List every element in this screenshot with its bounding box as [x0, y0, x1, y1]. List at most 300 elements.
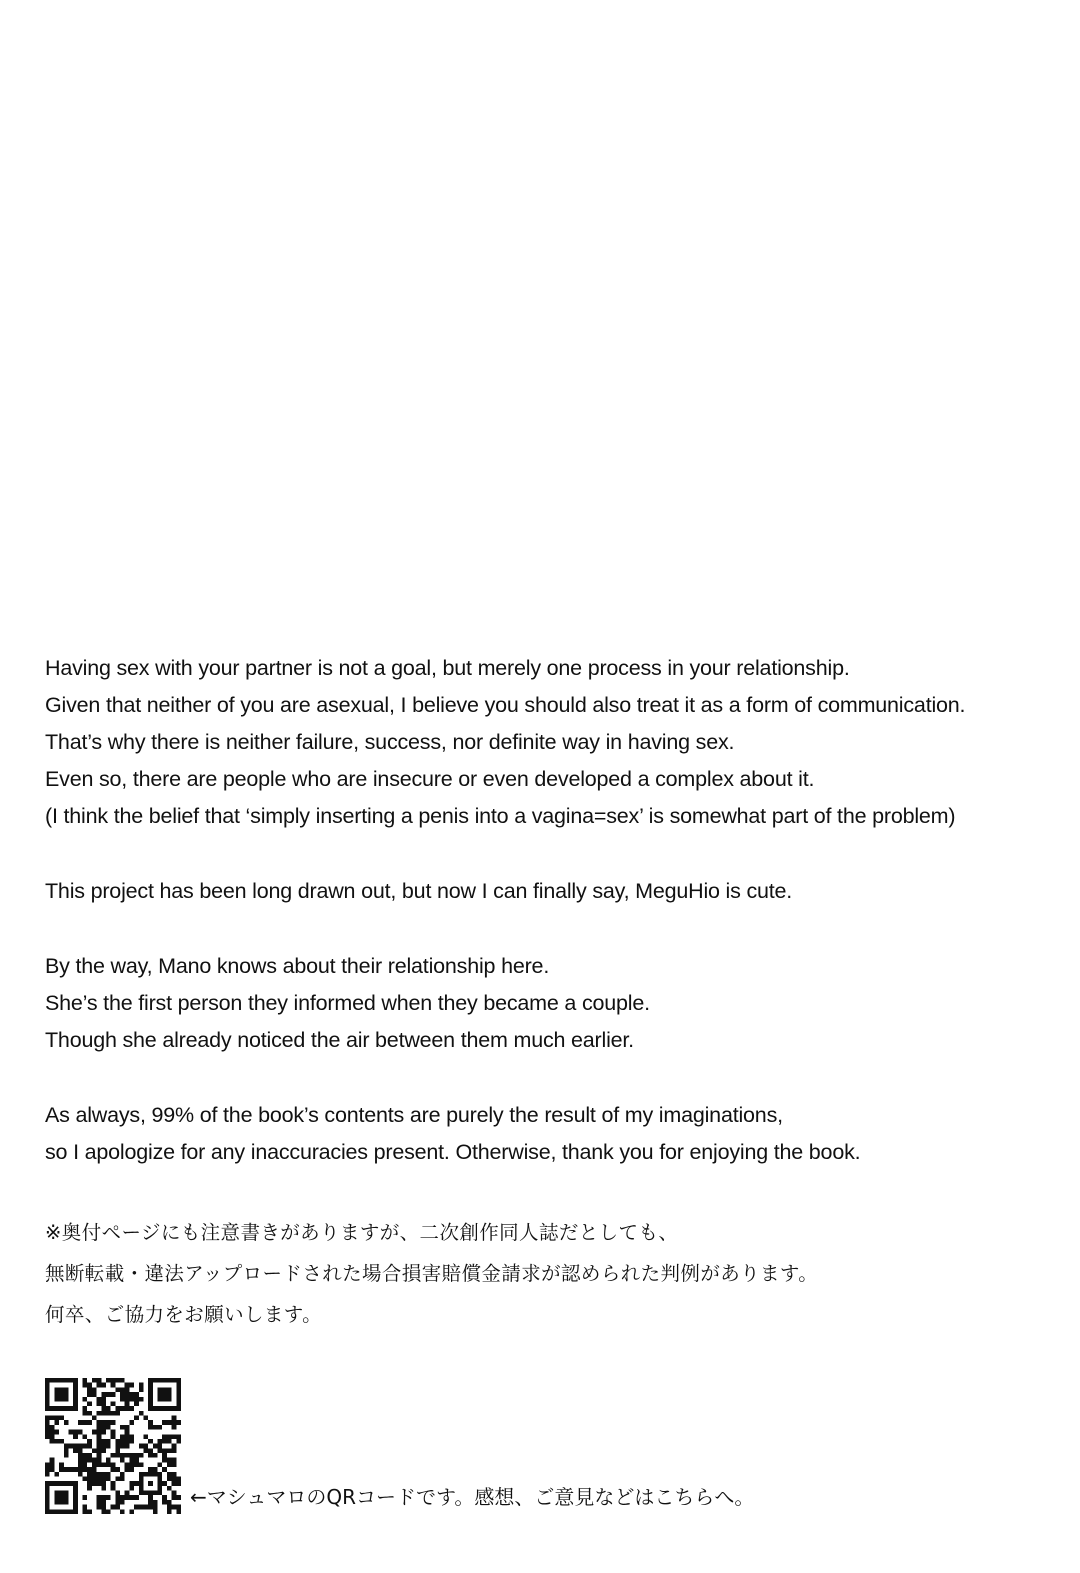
qr-module — [158, 1491, 163, 1496]
qr-module — [73, 1406, 78, 1411]
qr-module — [129, 1462, 134, 1467]
qr-module — [148, 1387, 153, 1392]
qr-module — [54, 1472, 59, 1477]
qr-module — [73, 1397, 78, 1402]
qr-module — [162, 1420, 167, 1425]
qr-module — [73, 1467, 78, 1472]
qr-module — [158, 1472, 163, 1477]
qr-module — [92, 1448, 97, 1453]
qr-module — [73, 1505, 78, 1510]
qr-module — [125, 1397, 130, 1402]
qr-module — [134, 1481, 139, 1486]
qr-module — [162, 1495, 167, 1500]
qr-module — [143, 1448, 148, 1453]
qr-module — [148, 1439, 153, 1444]
qr-module — [64, 1453, 69, 1458]
qr-module — [68, 1444, 73, 1449]
qr-module — [158, 1448, 163, 1453]
qr-module — [176, 1420, 181, 1425]
qr-module — [111, 1434, 116, 1439]
qr-module — [92, 1378, 97, 1383]
qr-module — [97, 1411, 102, 1416]
qr-module — [148, 1392, 153, 1397]
qr-module — [158, 1481, 163, 1486]
qr-module — [129, 1392, 134, 1397]
qr-module — [78, 1472, 83, 1477]
qr-module — [50, 1439, 55, 1444]
qr-module — [115, 1500, 120, 1505]
qr-module — [97, 1481, 102, 1486]
qr-module — [97, 1495, 102, 1500]
qr-module — [101, 1486, 106, 1491]
qr-module — [78, 1458, 83, 1463]
qr-module — [120, 1458, 125, 1463]
qr-module — [111, 1383, 116, 1388]
qr-module — [78, 1420, 83, 1425]
qr-module — [59, 1467, 64, 1472]
qr-module — [120, 1397, 125, 1402]
qr-module — [167, 1406, 172, 1411]
qr-module — [50, 1416, 55, 1421]
qr-module — [158, 1476, 163, 1481]
qr-module — [54, 1500, 59, 1505]
qr-module — [73, 1444, 78, 1449]
qr-module — [54, 1509, 59, 1514]
qr-module — [87, 1420, 92, 1425]
qr-module — [120, 1495, 125, 1500]
qr-module — [92, 1458, 97, 1463]
qr-module — [120, 1434, 125, 1439]
qr-module — [139, 1476, 144, 1481]
qr-module — [92, 1387, 97, 1392]
qr-module — [125, 1425, 130, 1430]
qr-module — [83, 1458, 88, 1463]
qr-module — [172, 1476, 177, 1481]
qr-module — [45, 1462, 50, 1467]
qr-module — [97, 1458, 102, 1463]
qr-module — [73, 1481, 78, 1486]
afterword-paragraph-4 — [45, 1097, 1055, 1171]
qr-module — [158, 1462, 163, 1467]
qr-module — [172, 1420, 177, 1425]
qr-module — [101, 1448, 106, 1453]
qr-module — [45, 1416, 50, 1421]
qr-module — [97, 1505, 102, 1510]
qr-module — [139, 1453, 144, 1458]
qr-module — [129, 1420, 134, 1425]
qr-module — [97, 1397, 102, 1402]
qr-module — [158, 1397, 163, 1402]
qr-module — [73, 1434, 78, 1439]
qr-module — [167, 1397, 172, 1402]
qr-module — [134, 1458, 139, 1463]
qr-module — [148, 1383, 153, 1388]
qr-module — [106, 1411, 111, 1416]
qr-module — [167, 1434, 172, 1439]
qr-module — [167, 1462, 172, 1467]
qr-module — [101, 1397, 106, 1402]
qr-module — [87, 1509, 92, 1514]
qr-module — [111, 1481, 116, 1486]
qr-module — [83, 1467, 88, 1472]
qr-module — [176, 1495, 181, 1500]
qr-module — [162, 1406, 167, 1411]
qr-module — [83, 1420, 88, 1425]
qr-module — [83, 1406, 88, 1411]
qr-module — [97, 1439, 102, 1444]
qr-module — [101, 1406, 106, 1411]
qr-module — [64, 1420, 69, 1425]
qr-module — [153, 1472, 158, 1477]
qr-module — [68, 1509, 73, 1514]
qr-module — [54, 1392, 59, 1397]
qr-module — [158, 1439, 163, 1444]
qr-module — [83, 1453, 88, 1458]
qr-module — [87, 1439, 92, 1444]
qr-module — [45, 1425, 50, 1430]
text-line: Given that neither of you are asexual, I believe you should also treat it as a form of communication. — [45, 693, 966, 717]
qr-module — [111, 1486, 116, 1491]
qr-module — [148, 1425, 153, 1430]
qr-module — [139, 1462, 144, 1467]
qr-module — [176, 1481, 181, 1486]
qr-module — [78, 1467, 83, 1472]
qr-module — [125, 1387, 130, 1392]
text-line: By the way, Mano knows about their relationship here. — [45, 954, 550, 978]
qr-module — [139, 1481, 144, 1486]
qr-module — [134, 1392, 139, 1397]
qr-module — [50, 1406, 55, 1411]
qr-module — [73, 1387, 78, 1392]
qr-module — [45, 1467, 50, 1472]
qr-module — [139, 1397, 144, 1402]
qr-module — [162, 1500, 167, 1505]
qr-module — [101, 1411, 106, 1416]
copyright-notice — [45, 1212, 1055, 1335]
qr-module — [153, 1491, 158, 1496]
qr-module — [64, 1387, 69, 1392]
qr-module — [115, 1467, 120, 1472]
qr-module — [87, 1387, 92, 1392]
qr-module — [97, 1462, 102, 1467]
qr-module — [64, 1491, 69, 1496]
qr-module — [143, 1491, 148, 1496]
qr-module — [54, 1406, 59, 1411]
qr-module — [162, 1387, 167, 1392]
qr-module — [50, 1378, 55, 1383]
qr-module — [162, 1434, 167, 1439]
qr-module — [45, 1481, 50, 1486]
text-line: She’s the first person they informed when they became a couple. — [45, 991, 650, 1015]
qr-module — [59, 1378, 64, 1383]
qr-module — [101, 1505, 106, 1510]
text-line: As always, 99% of the book’s contents are purely the result of my imaginations, — [45, 1103, 783, 1127]
qr-module — [125, 1392, 130, 1397]
qr-module — [125, 1453, 130, 1458]
qr-module — [83, 1397, 88, 1402]
qr-module — [106, 1495, 111, 1500]
qr-module — [87, 1401, 92, 1406]
qr-module — [73, 1392, 78, 1397]
afterword-paragraph-3 — [45, 948, 1055, 1059]
qr-module — [106, 1476, 111, 1481]
qr-module — [87, 1486, 92, 1491]
qr-module — [120, 1500, 125, 1505]
qr-module — [158, 1406, 163, 1411]
qr-module — [59, 1397, 64, 1402]
qr-module — [92, 1476, 97, 1481]
qr-module — [167, 1476, 172, 1481]
qr-module — [125, 1462, 130, 1467]
qr-module — [87, 1392, 92, 1397]
qr-module — [78, 1462, 83, 1467]
qr-module — [45, 1491, 50, 1496]
qr-module — [129, 1434, 134, 1439]
qr-module — [115, 1491, 120, 1496]
qr-module — [87, 1481, 92, 1486]
qr-module — [64, 1467, 69, 1472]
qr-module — [158, 1444, 163, 1449]
qr-module — [172, 1481, 177, 1486]
qr-module — [50, 1430, 55, 1435]
qr-module — [54, 1495, 59, 1500]
qr-module — [87, 1444, 92, 1449]
qr-module — [106, 1444, 111, 1449]
qr-module — [54, 1491, 59, 1496]
qr-module — [59, 1500, 64, 1505]
qr-module — [162, 1392, 167, 1397]
qr-module — [50, 1467, 55, 1472]
qr-module — [172, 1378, 177, 1383]
qr-module — [59, 1406, 64, 1411]
qr-module — [83, 1444, 88, 1449]
qr-module — [129, 1406, 134, 1411]
qr-module — [120, 1444, 125, 1449]
qr-module — [134, 1462, 139, 1467]
text-line: This project has been long drawn out, but now I can finally say, MeguHio is cute. — [45, 879, 793, 903]
qr-module — [111, 1453, 116, 1458]
qr-module — [87, 1467, 92, 1472]
qr-module — [73, 1430, 78, 1435]
qr-module — [162, 1453, 167, 1458]
qr-module — [106, 1392, 111, 1397]
qr-module — [162, 1397, 167, 1402]
qr-module — [54, 1481, 59, 1486]
qr-module — [139, 1444, 144, 1449]
qr-module — [97, 1476, 102, 1481]
qr-module — [101, 1495, 106, 1500]
qr-module — [120, 1453, 125, 1458]
qr-module — [101, 1430, 106, 1435]
qr-module — [167, 1505, 172, 1510]
qr-module — [45, 1387, 50, 1392]
qr-module — [172, 1406, 177, 1411]
qr-module — [101, 1439, 106, 1444]
qr-module — [162, 1458, 167, 1463]
qr-module — [97, 1430, 102, 1435]
qr-module — [162, 1448, 167, 1453]
qr-module — [120, 1439, 125, 1444]
qr-module — [167, 1458, 172, 1463]
text-line: so I apologize for any inaccuracies present. Otherwise, thank you for enjoying the book. — [45, 1140, 861, 1164]
qr-module — [45, 1495, 50, 1500]
qr-module — [120, 1387, 125, 1392]
qr-module — [97, 1401, 102, 1406]
qr-module — [45, 1406, 50, 1411]
qr-module — [101, 1462, 106, 1467]
qr-module — [120, 1406, 125, 1411]
qr-module — [120, 1472, 125, 1477]
qr-module — [176, 1439, 181, 1444]
qr-module — [139, 1383, 144, 1388]
text-line: (I think the belief that ‘simply inserting a penis into a vagina=sex’ is somewhat part of the problem) — [45, 804, 956, 828]
qr-module — [143, 1472, 148, 1477]
qr-module — [54, 1430, 59, 1435]
text-line: Even so, there are people who are insecure or even developed a complex about it. — [45, 767, 815, 791]
qr-module — [54, 1387, 59, 1392]
qr-module — [101, 1472, 106, 1477]
qr-module — [78, 1430, 83, 1435]
qr-module — [50, 1462, 55, 1467]
qr-module — [59, 1481, 64, 1486]
qr-module — [172, 1434, 177, 1439]
qr-module — [97, 1500, 102, 1505]
qr-module — [158, 1387, 163, 1392]
qr-module — [125, 1439, 130, 1444]
qr-module — [115, 1476, 120, 1481]
qr-module — [148, 1420, 153, 1425]
qr-module — [87, 1472, 92, 1477]
qr-module — [158, 1486, 163, 1491]
qr-module — [64, 1509, 69, 1514]
qr-module — [153, 1509, 158, 1514]
qr-module — [148, 1467, 153, 1472]
qr-module — [129, 1397, 134, 1402]
qr-module — [50, 1481, 55, 1486]
qr-module — [129, 1467, 134, 1472]
qr-module — [59, 1416, 64, 1421]
qr-module — [148, 1505, 153, 1510]
qr-module — [176, 1397, 181, 1402]
qr-module — [73, 1495, 78, 1500]
qr-module — [134, 1416, 139, 1421]
qr-module — [176, 1383, 181, 1388]
qr-module — [45, 1500, 50, 1505]
qr-module — [167, 1439, 172, 1444]
qr-module — [92, 1472, 97, 1477]
qr-module — [176, 1406, 181, 1411]
qr-module — [176, 1476, 181, 1481]
qr-module — [101, 1481, 106, 1486]
qr-module — [176, 1378, 181, 1383]
qr-module — [139, 1491, 144, 1496]
qr-module — [59, 1495, 64, 1500]
qr-module — [73, 1383, 78, 1388]
qr-module — [45, 1472, 50, 1477]
qr-code-icon[interactable] — [45, 1378, 181, 1514]
qr-module — [176, 1387, 181, 1392]
qr-module — [172, 1472, 177, 1477]
qr-module — [115, 1453, 120, 1458]
qr-module — [148, 1491, 153, 1496]
text-line: Though she already noticed the air between them much earlier. — [45, 1028, 634, 1052]
qr-module — [73, 1491, 78, 1496]
qr-module — [54, 1378, 59, 1383]
qr-module — [172, 1458, 177, 1463]
qr-module — [64, 1481, 69, 1486]
qr-module — [115, 1444, 120, 1449]
qr-module — [120, 1509, 125, 1514]
qr-module — [172, 1491, 177, 1496]
qr-module — [101, 1476, 106, 1481]
qr-section — [45, 1378, 1055, 1518]
qr-module — [176, 1434, 181, 1439]
qr-module — [176, 1505, 181, 1510]
qr-module — [73, 1401, 78, 1406]
qr-module — [106, 1472, 111, 1477]
qr-module — [134, 1495, 139, 1500]
qr-module — [153, 1453, 158, 1458]
qr-module — [92, 1430, 97, 1435]
qr-module — [101, 1383, 106, 1388]
qr-module — [101, 1444, 106, 1449]
qr-module — [83, 1378, 88, 1383]
qr-module — [143, 1505, 148, 1510]
qr-module — [139, 1505, 144, 1510]
qr-module — [68, 1430, 73, 1435]
qr-module — [158, 1392, 163, 1397]
qr-module — [176, 1401, 181, 1406]
qr-module — [87, 1411, 92, 1416]
qr-module — [92, 1467, 97, 1472]
qr-module — [134, 1397, 139, 1402]
qr-module — [68, 1481, 73, 1486]
qr-module — [115, 1505, 120, 1510]
qr-module — [54, 1439, 59, 1444]
qr-module — [50, 1425, 55, 1430]
qr-module — [64, 1444, 69, 1449]
qr-module — [45, 1420, 50, 1425]
qr-module — [97, 1472, 102, 1477]
qr-module — [115, 1448, 120, 1453]
qr-module — [59, 1392, 64, 1397]
qr-module — [87, 1383, 92, 1388]
qr-module — [106, 1425, 111, 1430]
qr-module — [172, 1495, 177, 1500]
qr-module — [83, 1495, 88, 1500]
qr-module — [125, 1430, 130, 1435]
qr-module — [106, 1458, 111, 1463]
qr-module — [172, 1462, 177, 1467]
qr-module — [101, 1401, 106, 1406]
qr-module — [97, 1383, 102, 1388]
qr-module — [45, 1392, 50, 1397]
qr-module — [68, 1406, 73, 1411]
qr-module — [68, 1378, 73, 1383]
qr-module — [129, 1458, 134, 1463]
qr-module — [148, 1481, 153, 1486]
qr-module — [73, 1500, 78, 1505]
qr-module — [83, 1476, 88, 1481]
qr-module — [120, 1392, 125, 1397]
qr-module — [92, 1481, 97, 1486]
qr-module — [148, 1495, 153, 1500]
qr-module — [129, 1439, 134, 1444]
qr-module — [101, 1500, 106, 1505]
qr-module — [106, 1462, 111, 1467]
qr-module — [176, 1392, 181, 1397]
qr-module — [59, 1462, 64, 1467]
